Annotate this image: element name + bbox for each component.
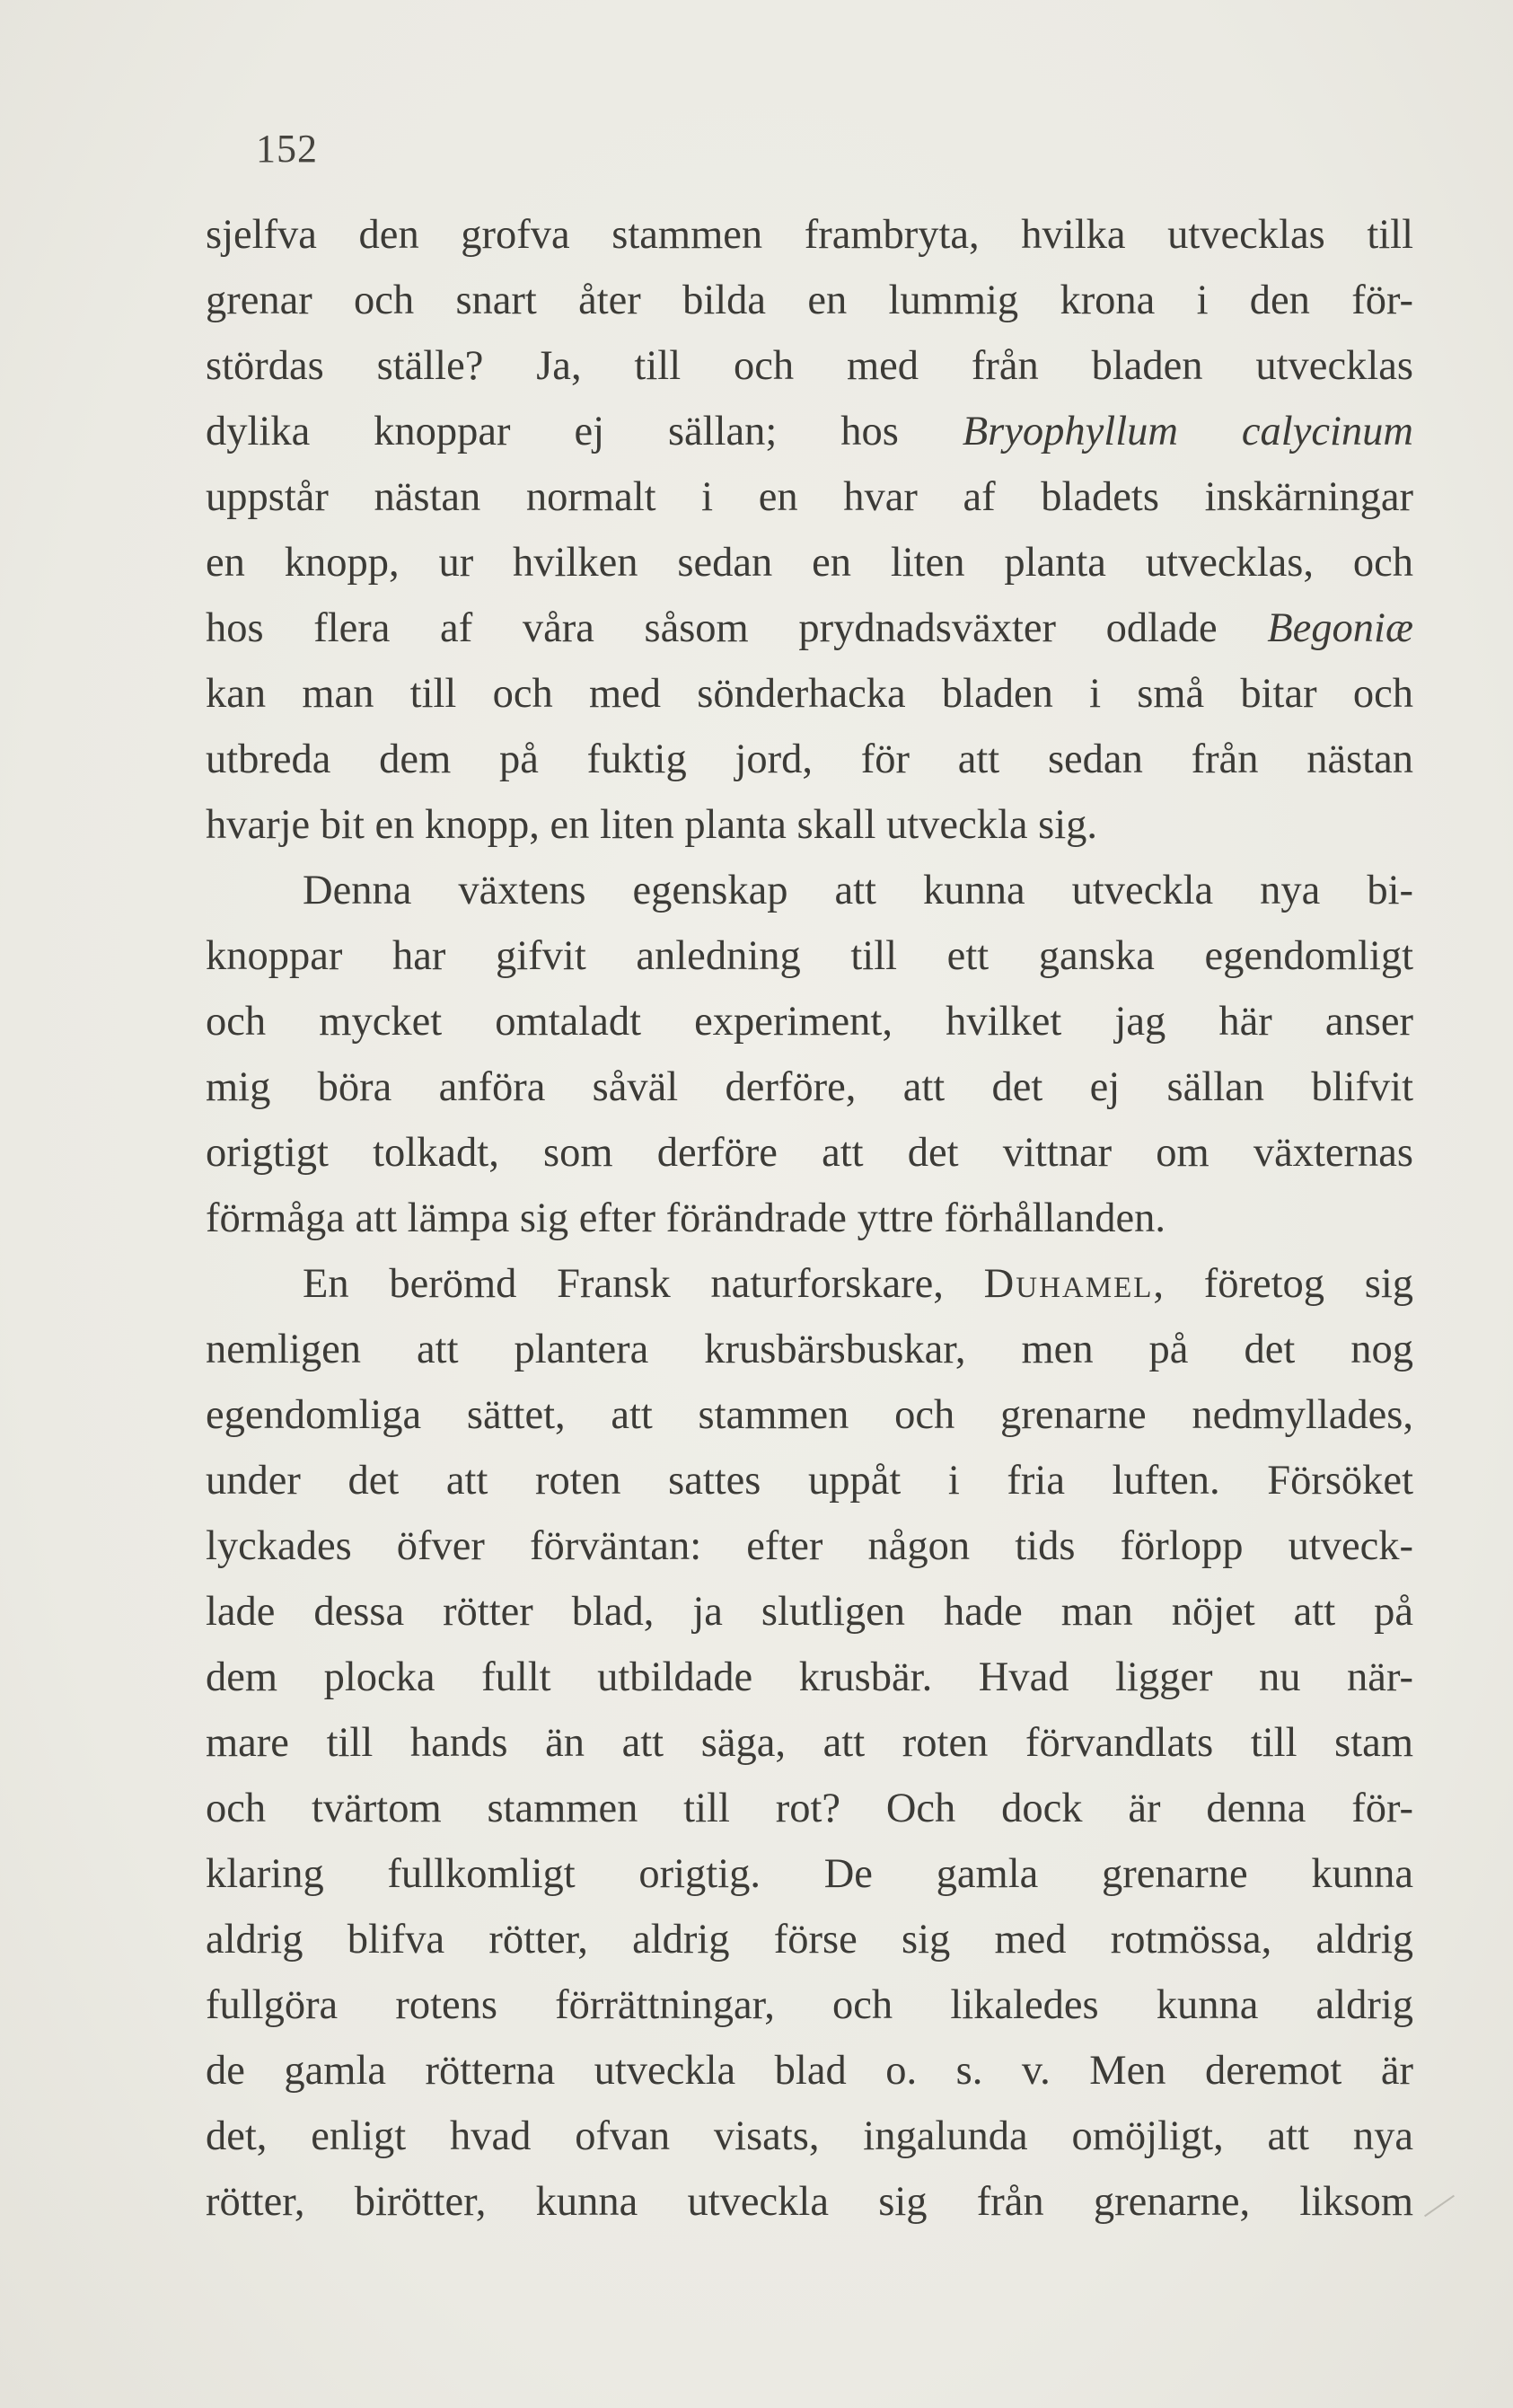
line-text: lade dessa rötter blad, ja slutligen hade man nöjet att på [206, 1589, 1413, 1635]
line-text: utbreda dem på fuktig jord, för att sedan från nästan [206, 737, 1413, 782]
text-line [206, 1579, 1413, 1645]
line-text: en knopp, ur hvilken sedan en liten planta utvecklas, och [206, 540, 1413, 586]
paragraph-start-line [206, 1251, 1413, 1317]
line-text: mare till hands än att säga, att roten förvandlats till stam [206, 1720, 1413, 1766]
line-text: uppstår nästan normalt i en hvar af bladets inskärningar [206, 474, 1413, 520]
text-line [206, 1186, 1413, 1251]
text-line [206, 989, 1413, 1054]
line-text: Denna växtens egenskap att kunna utveckla nya bi- [303, 868, 1413, 913]
text-line [206, 1513, 1413, 1579]
line-text: och mycket omtaladt experiment, hvilket jag här anser [206, 999, 1413, 1045]
line-text: mig böra anföra såväl derföre, att det ej sällan blifvit [206, 1064, 1413, 1110]
line-text: hos flera af våra såsom prydnadsväxter odlade [206, 605, 1268, 651]
line-text: förmåga att lämpa sig efter förändrade yttre förhållanden. [206, 1195, 1166, 1241]
text-line [206, 661, 1413, 727]
text-line [206, 464, 1413, 530]
text-line [206, 2104, 1413, 2169]
line-text: dylika knoppar ej sällan; hos [206, 409, 963, 454]
line-text: och tvärtom stammen till rot? Och dock är denna för- [206, 1786, 1413, 1831]
pencil-mark [1424, 2195, 1455, 2218]
text-line [206, 333, 1413, 399]
italic-species-name: Bryophyllum calycinum [962, 409, 1413, 454]
text-line [206, 1448, 1413, 1513]
line-text: dem plocka fullt utbildade krusbär. Hvad ligger nu när- [206, 1654, 1413, 1700]
text-line [206, 1382, 1413, 1448]
text-line [206, 268, 1413, 333]
paragraph-start-line [206, 858, 1413, 923]
line-text: det, enligt hvad ofvan visats, ingalunda omöjligt, att nya [206, 2113, 1413, 2159]
text-line [206, 530, 1413, 595]
text-line [206, 2038, 1413, 2104]
line-text: , företog sig [1153, 1261, 1413, 1307]
text-line [206, 1710, 1413, 1776]
text-line [206, 923, 1413, 989]
text-line [206, 1841, 1413, 1907]
line-text: knoppar har gifvit anledning till ett ganska egendomligt [206, 933, 1413, 979]
text-line [206, 1645, 1413, 1710]
line-text: under det att roten sattes uppåt i fria luften. Försöket [206, 1458, 1413, 1504]
line-text: sjelfva den grofva stammen frambryta, hvilka utvecklas till [206, 212, 1413, 258]
author-name-small-caps: Duhamel [983, 1261, 1154, 1307]
body-text [206, 202, 1413, 2235]
text-line [206, 202, 1413, 268]
line-text: egendomliga sättet, att stammen och grenarne nedmyllades, [206, 1392, 1413, 1438]
line-text: grenar och snart åter bilda en lummig krona i den för- [206, 278, 1413, 323]
page-number: 152 [256, 127, 318, 171]
line-text: kan man till och med sönderhacka bladen i små bitar och [206, 671, 1413, 717]
text-line [206, 595, 1413, 661]
line-text: rötter, birötter, kunna utveckla sig från grenarne, liksom [206, 2179, 1413, 2225]
line-text: klaring fullkomligt origtig. De gamla grenarne kunna [206, 1851, 1413, 1897]
line-text: de gamla rötterna utveckla blad o. s. v. Men deremot är [206, 2048, 1413, 2094]
text-line [206, 399, 1413, 464]
text-line [206, 792, 1413, 858]
line-text: origtigt tolkadt, som derföre att det vittnar om växternas [206, 1130, 1413, 1176]
line-text: aldrig blifva rötter, aldrig förse sig med rotmössa, aldrig [206, 1917, 1413, 1963]
italic-genus-name: Begoniæ [1267, 605, 1413, 651]
line-text: hvarje bit en knopp, en liten planta skall utveckla sig. [206, 802, 1098, 848]
line-text: nemligen att plantera krusbärsbuskar, men på det nog [206, 1327, 1413, 1372]
text-line [206, 1120, 1413, 1186]
text-line [206, 1776, 1413, 1841]
text-line [206, 727, 1413, 792]
line-text: stördas ställe? Ja, till och med från bladen utvecklas [206, 343, 1413, 389]
line-text: En berömd Fransk naturforskare, [303, 1261, 984, 1307]
line-text: fullgöra rotens förrättningar, och likaledes kunna aldrig [206, 1982, 1413, 2028]
text-line [206, 2169, 1413, 2235]
text-line [206, 1054, 1413, 1120]
text-line [206, 1972, 1413, 2038]
text-line [206, 1317, 1413, 1382]
text-line [206, 1907, 1413, 1972]
line-text: lyckades öfver förväntan: efter någon tids förlopp utveck- [206, 1523, 1413, 1569]
